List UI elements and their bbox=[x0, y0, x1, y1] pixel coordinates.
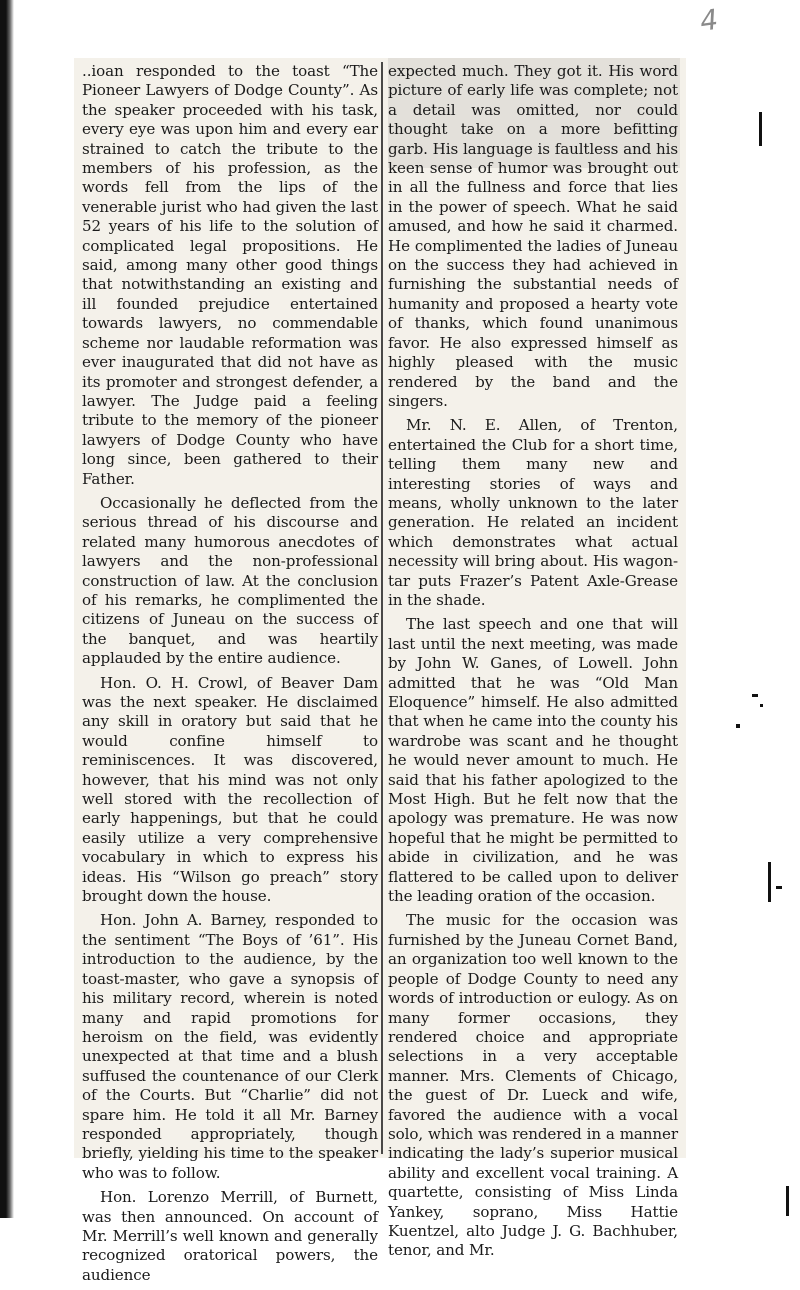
article-paragraph: The last speech and one that will last until the next meeting, was made by John W. Ganes, of Lowell. John admitted that he was “Old Man Eloquence” himself. He also admitted that when he came into the county his wardrobe was scant and he thought he would never amount to much. He said that his father apologized to the Most High. But he felt now that the apology was premature. He was now hopeful that he might be permitted to abide in civilization, and he was flattered to be called upon to deliver the leading oration of the occasion. bbox=[388, 615, 678, 906]
column-divider bbox=[381, 62, 383, 1154]
article-paragraph: expected much. They got it. His word picture of early life was complete; not a detail was omitted, nor could thought take on a more befitting garb. His language is faultless and his keen sense of humor was brought out in all the fullness and force that lies in the power of speech. What he said amused, and how he said it charmed. He complimented the ladies of Juneau on the success they had achieved in furnishing the substantial needs of humanity and proposed a hearty vote of thanks, which found unanimous favor. He also expressed himself as highly pleased with the music rendered by the band and the singers. bbox=[388, 62, 678, 410]
article-paragraph: Occasionally he deflected from the serious thread of his discourse and related many humorous anecdotes of lawyers and the non-professional construction of law. At the conclusion of his remarks, he complimented the citizens of Juneau on the success of the banquet, and was heartily applauded by the entire audience. bbox=[82, 493, 378, 668]
scan-margin-mark bbox=[768, 862, 771, 902]
scan-margin-mark bbox=[736, 724, 740, 728]
scan-page-edge bbox=[0, 0, 14, 1218]
scan-margin-mark bbox=[759, 112, 762, 146]
scan-margin-mark bbox=[776, 886, 782, 889]
article-paragraph: The music for the occasion was furnished by the Juneau Cornet Band, an organization too well known to the people of Dodge County to need any words of introduction or eulogy. As on many former occasions, they rendered choice and appropriate selections in a very acceptable manner. Mrs. Clements of Chicago, the guest of Dr. Lueck and wife, favored the audience with a vocal solo, which was rendered in a manner indicating the lady’s superior musical ability and excellent vocal training. A quartette, consisting of Miss Linda Yankey, soprano, Miss Hattie Kuentzel, alto Judge J. G. Bachhuber, tenor, and Mr. bbox=[388, 911, 678, 1260]
article-paragraph: Hon. O. H. Crowl, of Beaver Dam was the next speaker. He disclaimed any skill in oratory but said that he would confine himself to reminiscences. It was discovered, however, that his mind was not only well stored with the recollection of early happenings, but that he could easily utilize a very comprehensive vocabulary in which to express his ideas. His “Wilson go preach” story brought down the house. bbox=[82, 673, 378, 906]
scan-margin-mark bbox=[760, 704, 763, 707]
article-column-right bbox=[388, 62, 678, 1266]
article-paragraph: Mr. N. E. Allen, of Trenton, entertained the Club for a short time, telling them many new and interesting stories of ways and means, wholly unknown to the later generation. He related an incident which demonstrates what actual necessity will bring about. His wagon-tar puts Frazer’s Patent Axle-Grease in the shade. bbox=[388, 416, 678, 609]
article-paragraph: ..ioan responded to the toast “The Pioneer Lawyers of Dodge County”. As the speaker proceeded with his task, every eye was upon him and every ear strained to catch the tribute to the members of his profession, as the words fell from the lips of the venerable jurist who had given the last 52 years of his life to the solution of complicated legal propositions. He said, among many other good things that notwithstanding an existing and ill founded prejudice entertained towards lawyers, no commendable scheme nor laudable reformation was ever inaugurated that did not have as its promoter and strongest defender, a lawyer. The Judge paid a feeling tribute to the memory of the pioneer lawyers of Dodge County who have long since, been gathered to their Father. bbox=[82, 62, 378, 488]
article-column-left bbox=[82, 62, 378, 1290]
scan-margin-mark bbox=[786, 1186, 789, 1216]
page-number: 4 bbox=[697, 2, 721, 38]
scan-margin-mark bbox=[752, 694, 758, 697]
article-paragraph: Hon. Lorenzo Merrill, of Burnett, was then announced. On account of Mr. Merrill’s well known and generally recognized oratorical powers, the audience bbox=[82, 1188, 378, 1284]
article-paragraph: Hon. John A. Barney, responded to the sentiment “The Boys of ’61”. His introduction to the audience, by the toast-master, who gave a synopsis of his military record, wherein is noted many and rapid promotions for heroism on the field, was evidently unexpected at that time and a blush suffused the countenance of our Clerk of the Courts. But “Charlie” did not spare him. He told it all Mr. Barney responded appropriately, though briefly, yielding his time to the speaker who was to follow. bbox=[82, 911, 378, 1182]
